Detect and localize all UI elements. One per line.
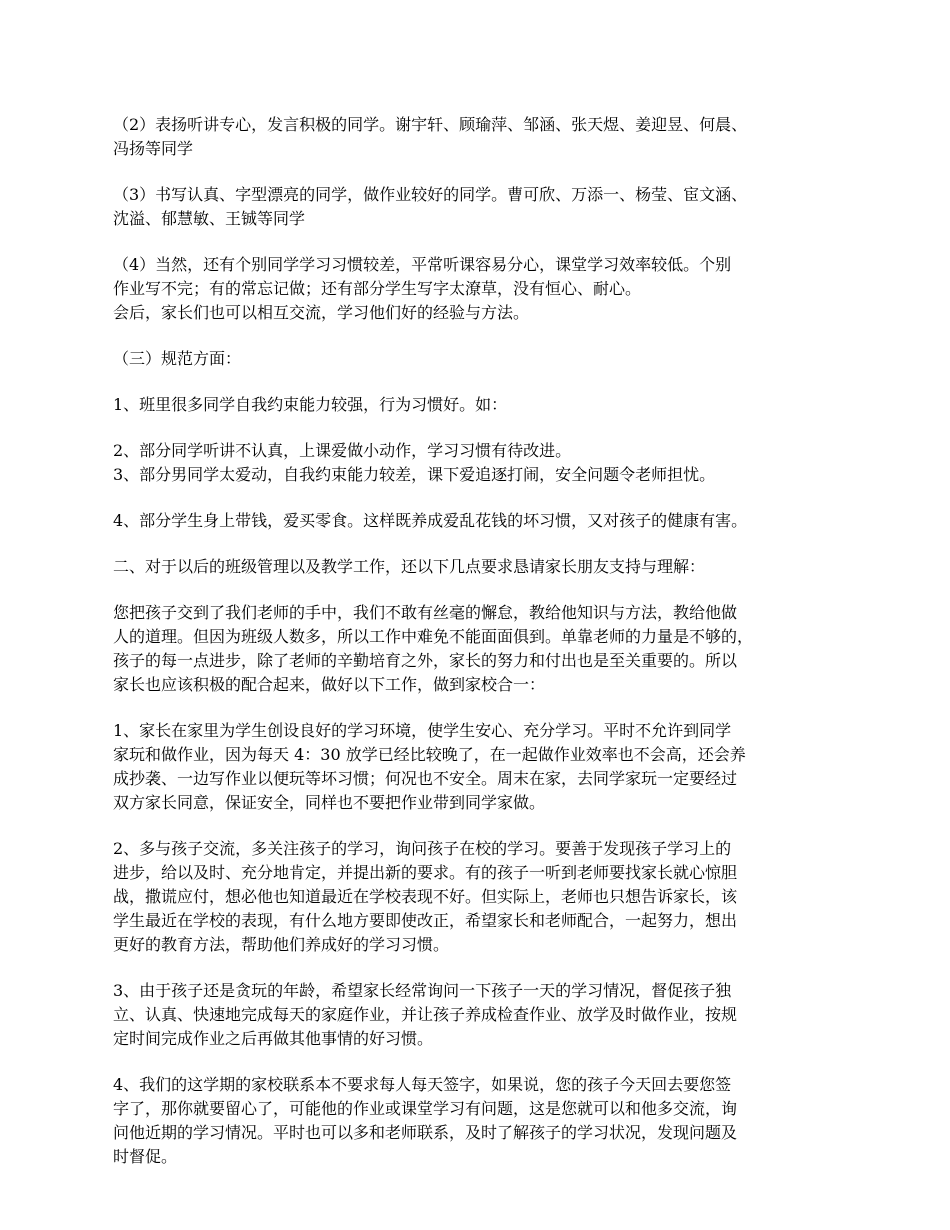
text-line: 家长也应该积极的配合起来，做好以下工作，做到家校合一： [113,675,546,694]
paragraph [113,253,848,325]
text-line: 双方家长同意，保证安全，同样也不要把作业带到同学家做。 [113,793,546,812]
text-line: 二、对于以后的班级管理以及教学工作，还以下几点要求恳请家长朋友支持与理解： [113,557,706,576]
text-line: 3、部分男同学太爱动，自我约束能力较差，课下爱追逐打闹，安全问题令老师担忧。 [113,465,716,484]
paragraph [113,555,848,579]
text-line: 家玩和做作业，因为每天 4：30 放学已经比较晚了，在一起做作业效率也不会高，还会养 [113,745,746,764]
text-line: 1、班里很多同学自我约束能力较强，行为习惯好。如： [113,395,508,414]
paragraph [113,1073,848,1169]
text-line: 4、部分学生身上带钱，爱买零食。这样既养成爱乱花钱的坏习惯，又对孩子的健康有害。 [113,511,748,530]
text-line: 定时间完成作业之后再做其他事情的好习惯。 [113,1029,434,1048]
text-line: 立、认真、快速地完成每天的家庭作业，并让孩子养成检查作业、放学及时做作业，按规 [113,1005,738,1024]
document-body [113,113,848,1191]
text-line: 成抄袭、一边写作业以便玩等坏习惯；何况也不安全。周末在家，去同学家玩一定要经过 [113,769,738,788]
paragraph [113,439,848,487]
paragraph [113,393,848,417]
text-line: 字了，那你就要留心了，可能他的作业或课堂学习有问题，这是您就可以和他多交流，询 [113,1099,738,1118]
text-line: 您把孩子交到了我们老师的手中，我们不敢有丝毫的懈怠，教给他知识与方法，教给他做 [113,603,738,622]
paragraph [113,979,848,1051]
text-line: 时督促。 [113,1147,178,1166]
paragraph [113,837,848,957]
text-line: 作业写不完；有的常忘记做；还有部分学生写字太潦草，没有恒心、耐心。 [113,279,642,298]
paragraph [113,183,848,231]
text-line: 2、部分同学听讲不认真，上课爱做小动作，学习习惯有待改进。 [113,441,572,460]
text-line: 学生最近在学校的表现，有什么地方要即使改正，希望家长和老师配合，一起努力，想出 [113,911,738,930]
paragraph [113,347,848,371]
text-line: 1、家长在家里为学生创设良好的学习环境，使学生安心、充分学习。平时不允许到同学 [113,721,732,740]
text-line: （2）表扬听讲专心，发言积极的同学。谢宇轩、顾瑜萍、邹涵、张天煜、姜迎昱、何晨、 [113,115,748,134]
text-line: （三）规范方面： [113,349,242,368]
text-line: 3、由于孩子还是贪玩的年龄，希望家长经常询问一下孩子一天的学习情况，督促孩子独 [113,981,732,1000]
text-line: 冯扬等同学 [113,139,194,158]
text-line: 沈溢、郁慧敏、王铖等同学 [113,209,306,228]
text-line: （4）当然，还有个别同学学习习惯较差，平常听课容易分心，课堂学习效率较低。个别 [113,255,732,274]
paragraph [113,719,848,815]
paragraph [113,113,848,161]
text-line: 会后，家长们也可以相互交流，学习他们好的经验与方法。 [113,303,530,322]
paragraph [113,601,848,697]
text-line: 问他近期的学习情况。平时也可以多和老师联系，及时了解孩子的学习状况，发现问题及 [113,1123,738,1142]
text-line: 人的道理。但因为班级人数多，所以工作中难免不能面面俱到。单靠老师的力量是不够的， [113,627,754,646]
text-line: 更好的教育方法，帮助他们养成好的学习习惯。 [113,935,450,954]
paragraph [113,509,848,533]
text-line: 孩子的每一点进步，除了老师的辛勤培育之外，家长的努力和付出也是至关重要的。所以 [113,651,738,670]
text-line: 进步，给以及时、充分地肯定，并提出新的要求。有的孩子一听到老师要找家长就心惊胆 [113,863,738,882]
text-line: 4、我们的这学期的家校联系本不要求每人每天签字，如果说，您的孩子今天回去要您签 [113,1075,732,1094]
text-line: （3）书写认真、字型漂亮的同学，做作业较好的同学。曹可欣、万添一、杨莹、宦文涵、 [113,185,748,204]
text-line: 战，撒谎应付，想必他也知道最近在学校表现不好。但实际上，老师也只想告诉家长，该 [113,887,738,906]
text-line: 2、多与孩子交流，多关注孩子的学习，询问孩子在校的学习。要善于发现孩子学习上的 [113,839,732,858]
